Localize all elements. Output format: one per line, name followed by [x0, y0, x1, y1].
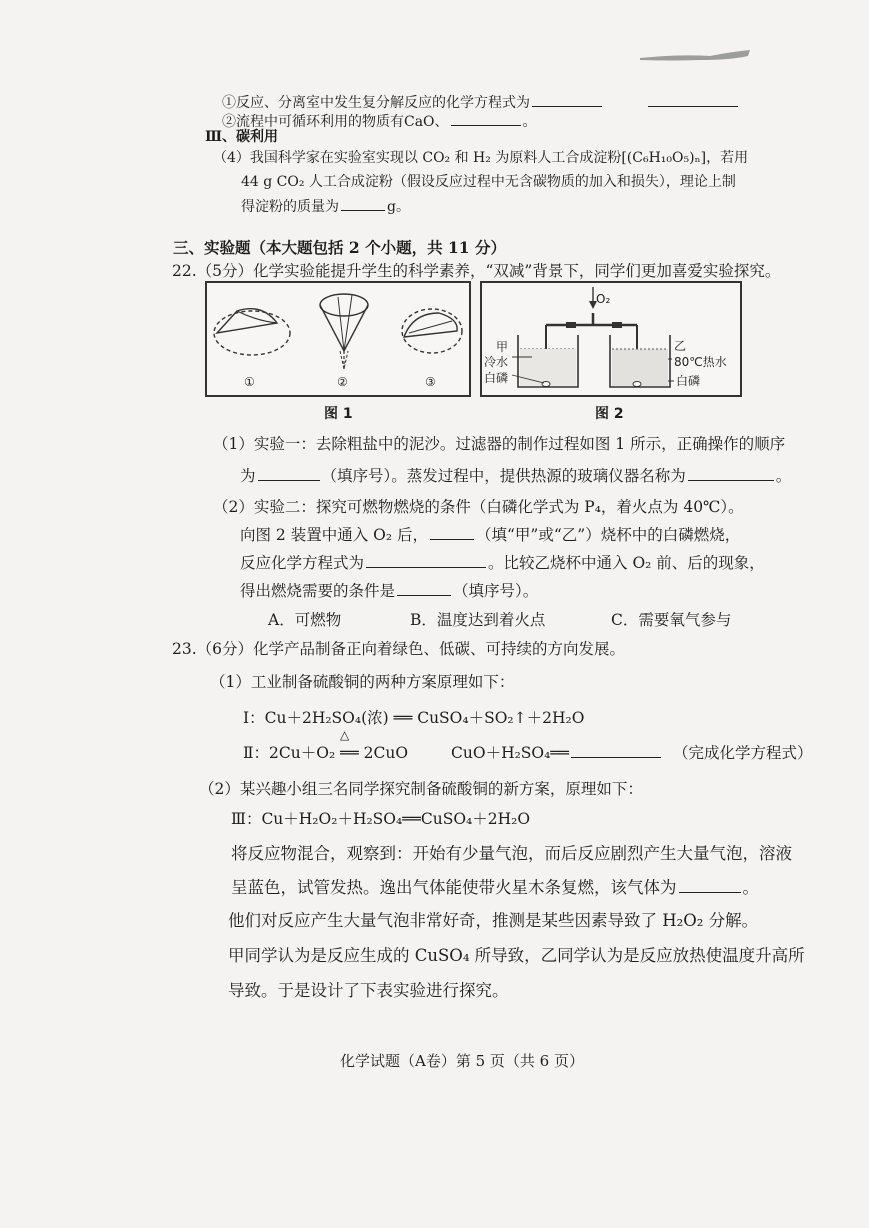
q23-text-1: 将反应物混合，观察到：开始有少量气泡，而后反应剧烈产生大量气泡，溶液	[231, 844, 792, 863]
q23-stem: 23.（6分）化学产品制备正向着绿色、低碳、可持续的方向发展。	[172, 640, 626, 658]
figure-1	[205, 281, 471, 397]
q22-part2-a: （2）实验二：探究可燃物燃烧的条件（白磷化学式为 P₄，着火点为 40℃）。	[213, 498, 744, 516]
q22-part2-d: 得出燃烧需要的条件是 （填序号）。	[240, 579, 538, 601]
fig2-jia-label: 甲	[496, 340, 509, 354]
fig2-white-phosphorus-right-label: 白磷	[676, 374, 701, 388]
q4-line-c: 得淀粉的质量为 g。	[241, 196, 410, 216]
fig2-hot-water-label: 80℃热水	[674, 355, 727, 369]
q22-part1-b: 为 （填序号）。蒸发过程中，提供热源的玻璃仪器名称为 。	[240, 464, 791, 486]
q23-text-2: 呈蓝色，试管发热。逸出气体能使带火星木条复燃，该气体为 。	[231, 874, 759, 898]
q22-part2-b: 向图 2 装置中通入 O₂ 后， （填“甲”或“乙”）烧杯中的白磷燃烧，	[240, 523, 740, 545]
q22-option-a: A．可燃物	[268, 611, 342, 629]
q22-option-b: B．温度达到着火点	[410, 611, 546, 629]
section-title: 三、实验题（本大题包括 2 个小题，共 11 分）	[173, 238, 506, 257]
fig1-label-3: ③	[425, 375, 436, 389]
header-line-1: ①反应、分离室中发生复分解反应的化学方程式为	[222, 92, 740, 112]
q4-line-a: （4）我国科学家在实验室实现以 CO₂ 和 H₂ 为原料人工合成淀粉[(C₆H₁₀O₅)ₙ]，若用	[213, 150, 749, 166]
q4-line-b: 44 g CO₂ 人工合成淀粉（假设反应过程中无含碳物质的加入和损失），理论上制	[241, 174, 736, 190]
fig1-label-2: ②	[337, 375, 348, 389]
q22-stem: 22.（5分）化学实验能提升学生的科学素养，“双减”背景下，同学们更加喜爱实验探究。	[172, 262, 781, 280]
q23-part1: （1）工业制备硫酸铜的两种方案原理如下：	[210, 673, 515, 691]
fig2-white-phosphorus-left-label: 白磷	[484, 371, 509, 385]
q23-equation-3: Ⅲ：Cu＋H₂O₂＋H₂SO₄══CuSO₄＋2H₂O	[231, 810, 531, 828]
q23-equation-2: Ⅱ：2Cu＋O₂ ══ 2CuO CuO＋H₂SO₄══ （完成化学方程式）	[243, 741, 813, 763]
q23-equation-1: Ⅰ：Cu＋2H₂SO₄(浓) ══ CuSO₄＋SO₂↑＋2H₂O	[243, 709, 585, 727]
q22-part2-c: 反应化学方程式为 。比较乙烧杯中通入 O₂ 前、后的现象，	[240, 551, 765, 573]
section-carbon-use: Ⅲ、碳利用	[205, 129, 279, 145]
q23-text-3: 他们对反应产生大量气泡非常好奇，推测是某些因素导致了 H₂O₂ 分解。	[228, 911, 759, 930]
figure-2	[480, 281, 742, 397]
page-footer: 化学试题（A卷）第 5 页（共 6 页）	[340, 1052, 584, 1070]
combustion-apparatus-diagram	[482, 283, 740, 395]
fig1-caption: 图 1	[324, 406, 353, 422]
fig1-label-1: ①	[244, 375, 255, 389]
header-line-2: ②流程中可循环利用的物质有CaO、 。	[222, 111, 537, 131]
fig2-yi-label: 乙	[674, 339, 687, 353]
heat-symbol: △	[340, 728, 350, 742]
fig2-o2-label: O₂	[596, 292, 611, 306]
q22-option-c: C．需要氧气参与	[611, 611, 732, 629]
q23-part2: （2）某兴趣小组三名同学探究制备硫酸铜的新方案，原理如下：	[199, 780, 643, 798]
q23-text-5: 导致。于是设计了下表实验进行探究。	[228, 981, 509, 1000]
fig2-caption: 图 2	[595, 406, 624, 422]
q22-part1-a: （1）实验一：去除粗盐中的泥沙。过滤器的制作过程如图 1 所示，正确操作的顺序	[213, 435, 786, 453]
q23-text-4: 甲同学认为是反应生成的 CuSO₄ 所导致，乙同学认为是反应放热使温度升高所	[228, 946, 805, 965]
scan-smear	[640, 48, 750, 62]
fig2-cold-water-label: 冷水	[484, 355, 509, 369]
